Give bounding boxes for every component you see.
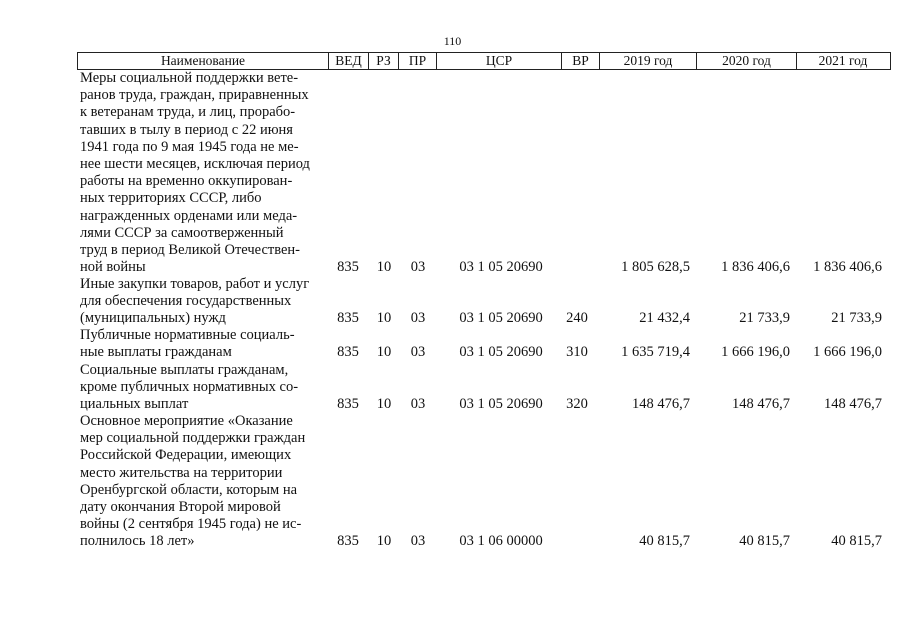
row-2021: 1 836 406,6 [813, 259, 882, 275]
header-rz: РЗ [369, 53, 399, 69]
row-2019: 1 805 628,5 [621, 259, 690, 275]
row-2020: 1 836 406,6 [721, 259, 790, 275]
row-pr: 03 [410, 259, 426, 275]
row-ved: 835 [337, 259, 359, 275]
row-csr: 03 1 06 00000 [459, 533, 543, 549]
header-pr: ПР [399, 53, 437, 69]
row-pr: 03 [410, 344, 426, 360]
row-name: Основное мероприятие «Оказание мер социальной поддержки граждан Российской Федерации, имеющих место жительства на территории Оренбургской области, которым на дату окончания Второй мировой войны (2 сентября 1945 года) не ис- полнилось 18 лет» [80, 413, 306, 550]
row-name: Публичные нормативные социаль- ные выплаты гражданам [80, 327, 295, 361]
row-2020: 21 733,9 [739, 310, 790, 326]
header-2021: 2021 год [818, 53, 868, 68]
row-2019: 40 815,7 [639, 533, 690, 549]
row-ved: 835 [337, 533, 359, 549]
row-2021: 40 815,7 [831, 533, 882, 549]
row-csr: 03 1 05 20690 [459, 344, 543, 360]
page-number: 110 [443, 34, 462, 48]
row-name: Меры социальной поддержки вете- ранов труда, граждан, приравненных к ветеранам труда, и лиц, прорабо- тавших в тылу в период с 22 июня 1941 года по 9 мая 1945 года не ме- нее шести месяцев, исключая период работы на временно оккупирован- ных территориях СССР, либо награжденных орденами или меда- лями СССР за самоотверженный труд в период Великой Отечествен- ной войны [80, 70, 310, 276]
header-2019: 2019 год [600, 53, 697, 69]
table-header [77, 52, 891, 70]
row-vr: 320 [566, 396, 588, 412]
row-rz: 10 [376, 396, 392, 412]
row-vr: 240 [566, 310, 588, 326]
row-2020: 148 476,7 [732, 396, 790, 412]
row-pr: 03 [410, 533, 426, 549]
row-name: Иные закупки товаров, работ и услуг для обеспечения государственных (муниципальных) нужд [80, 276, 310, 327]
row-2021: 1 666 196,0 [813, 344, 882, 360]
row-rz: 10 [376, 533, 392, 549]
header-2020: 2020 год [697, 53, 797, 69]
row-2021: 21 733,9 [831, 310, 882, 326]
row-name: Социальные выплаты гражданам, кроме публичных нормативных со- циальных выплат [80, 362, 299, 413]
row-rz: 10 [376, 310, 392, 326]
row-csr: 03 1 05 20690 [459, 259, 543, 275]
row-2020: 40 815,7 [739, 533, 790, 549]
row-rz: 10 [376, 344, 392, 360]
row-csr: 03 1 05 20690 [459, 396, 543, 412]
row-ved: 835 [337, 396, 359, 412]
row-csr: 03 1 05 20690 [459, 310, 543, 326]
header-vr: ВР [562, 53, 600, 69]
row-2020: 1 666 196,0 [721, 344, 790, 360]
header-name: Наименование [78, 53, 329, 69]
row-rz: 10 [376, 259, 392, 275]
row-pr: 03 [410, 310, 426, 326]
row-ved: 835 [337, 310, 359, 326]
row-2019: 148 476,7 [632, 396, 690, 412]
row-vr: 310 [566, 344, 588, 360]
row-pr: 03 [410, 396, 426, 412]
row-2019: 21 432,4 [639, 310, 690, 326]
header-ved: ВЕД [329, 53, 369, 69]
header-csr: ЦСР [437, 53, 562, 69]
row-2021: 148 476,7 [824, 396, 882, 412]
row-2019: 1 635 719,4 [621, 344, 690, 360]
row-ved: 835 [337, 344, 359, 360]
